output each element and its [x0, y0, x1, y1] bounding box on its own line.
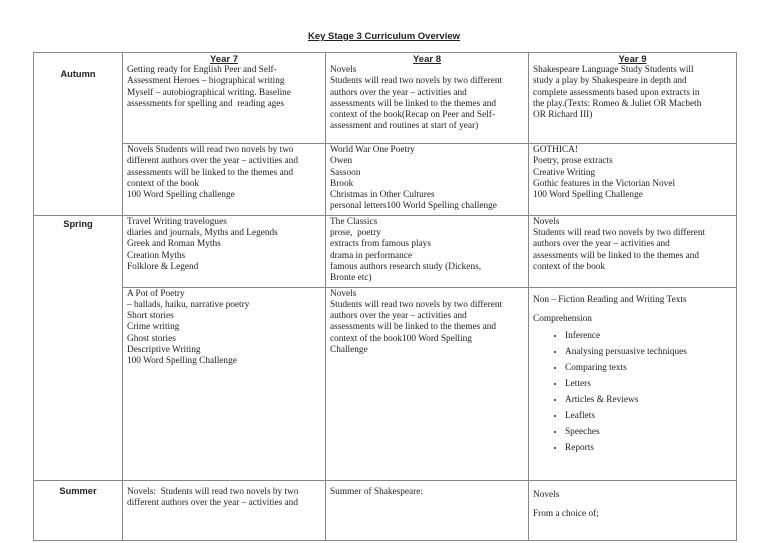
- comprehension-label: Comprehension: [533, 313, 592, 324]
- list-item: • Comparing texts: [565, 363, 732, 374]
- table-row: [34, 53, 737, 144]
- cell-autumn2-y7: Novels Students will read two novels by two different authors over the year – activities and assessments will be linked to the themes and context of the book 100 Word Spelling challenge: [123, 144, 326, 216]
- cell-autumn2-y8: World War One Poetry Owen Sassoon Brook Christmas in Other Cultures personal letters100 World Spelling challenge: [326, 144, 529, 216]
- term-spring: Spring: [34, 215, 123, 480]
- list-item: • Letters: [565, 379, 732, 390]
- list-item: • Reports: [565, 443, 732, 454]
- term-autumn: Autumn: [34, 53, 123, 216]
- table-row: [34, 287, 737, 480]
- list-item: • Articles & Reviews: [565, 395, 732, 406]
- list-item: • Analysing persuasive techniques: [565, 347, 732, 358]
- cell-spring2-y7: A Pot of Poetry – ballads, haiku, narrative poetry Short stories Crime writing Ghost stories Descriptive Writing 100 Word Spelling Challenge: [123, 287, 326, 480]
- cell-autumn2-y9: GOTHICA! Poetry, prose extracts Creative Writing Gothic features in the Victorian Novel 100 Word Spelling Challenge: [529, 144, 737, 216]
- year7-heading: Year 7: [210, 54, 238, 65]
- list-item: • Inference: [565, 331, 732, 342]
- year8-heading: Year 8: [413, 54, 441, 65]
- list-item: • Leaflets: [565, 411, 732, 422]
- table-row: [34, 215, 737, 287]
- skills-list: [533, 331, 732, 454]
- document-title: Key Stage 3 Curriculum Overview: [307, 31, 461, 42]
- cell-autumn1-y7: Year 7 Getting ready for English Peer and Self- Assessment Heroes – biographical writing Myself – autobiographical writing. Baseline assessments for spelling and reading ages: [123, 53, 326, 144]
- list-item: • Speeches: [565, 427, 732, 438]
- cell-spring2-y8: Novels Students will read two novels by two different authors over the year – activities and assessments will be linked to the themes and context of the book100 Word Spelling Challenge: [326, 287, 529, 480]
- curriculum-table: [33, 52, 737, 541]
- cell-autumn1-y8: Year 8 Novels Students will read two novels by two different authors over the year – activities and assessments will be linked to the themes and context of the book(Recap on Peer and Self- assessment and routines at start of year): [326, 53, 529, 144]
- nonfiction-heading: Non – Fiction Reading and Writing Texts: [533, 294, 687, 305]
- cell-summer-y8: Summer of Shakespeare:: [326, 480, 529, 540]
- cell-spring1-y7: Travel Writing travelogues diaries and journals, Myths and Legends Greek and Roman Myths Creation Myths Folklore & Legend: [123, 215, 326, 287]
- cell-spring1-y9: Novels Students will read two novels by two different authors over the year – activities and assessments will be linked to the themes and context of the book: [529, 215, 737, 287]
- cell-spring2-y9: [529, 287, 737, 480]
- year9-heading: Year 9: [618, 54, 647, 65]
- cell-summer-y9: Novels From a choice of;: [529, 480, 737, 540]
- table-row: [34, 144, 737, 216]
- table-row: [34, 480, 737, 540]
- cell-autumn1-y9: Year 9 Shakespeare Language Study Students will study a play by Shakespeare in depth and complete assessments based upon extracts in the play.(Texts: Romeo & Juliet OR Macbeth OR Richard III): [529, 53, 737, 144]
- cell-summer-y7: Novels: Students will read two novels by two different authors over the year – activities and: [123, 480, 326, 540]
- cell-spring1-y8: The Classics prose, poetry extracts from famous plays drama in performance famous authors research study (Dickens, Bronte etc): [326, 215, 529, 287]
- term-summer: Summer: [34, 480, 123, 540]
